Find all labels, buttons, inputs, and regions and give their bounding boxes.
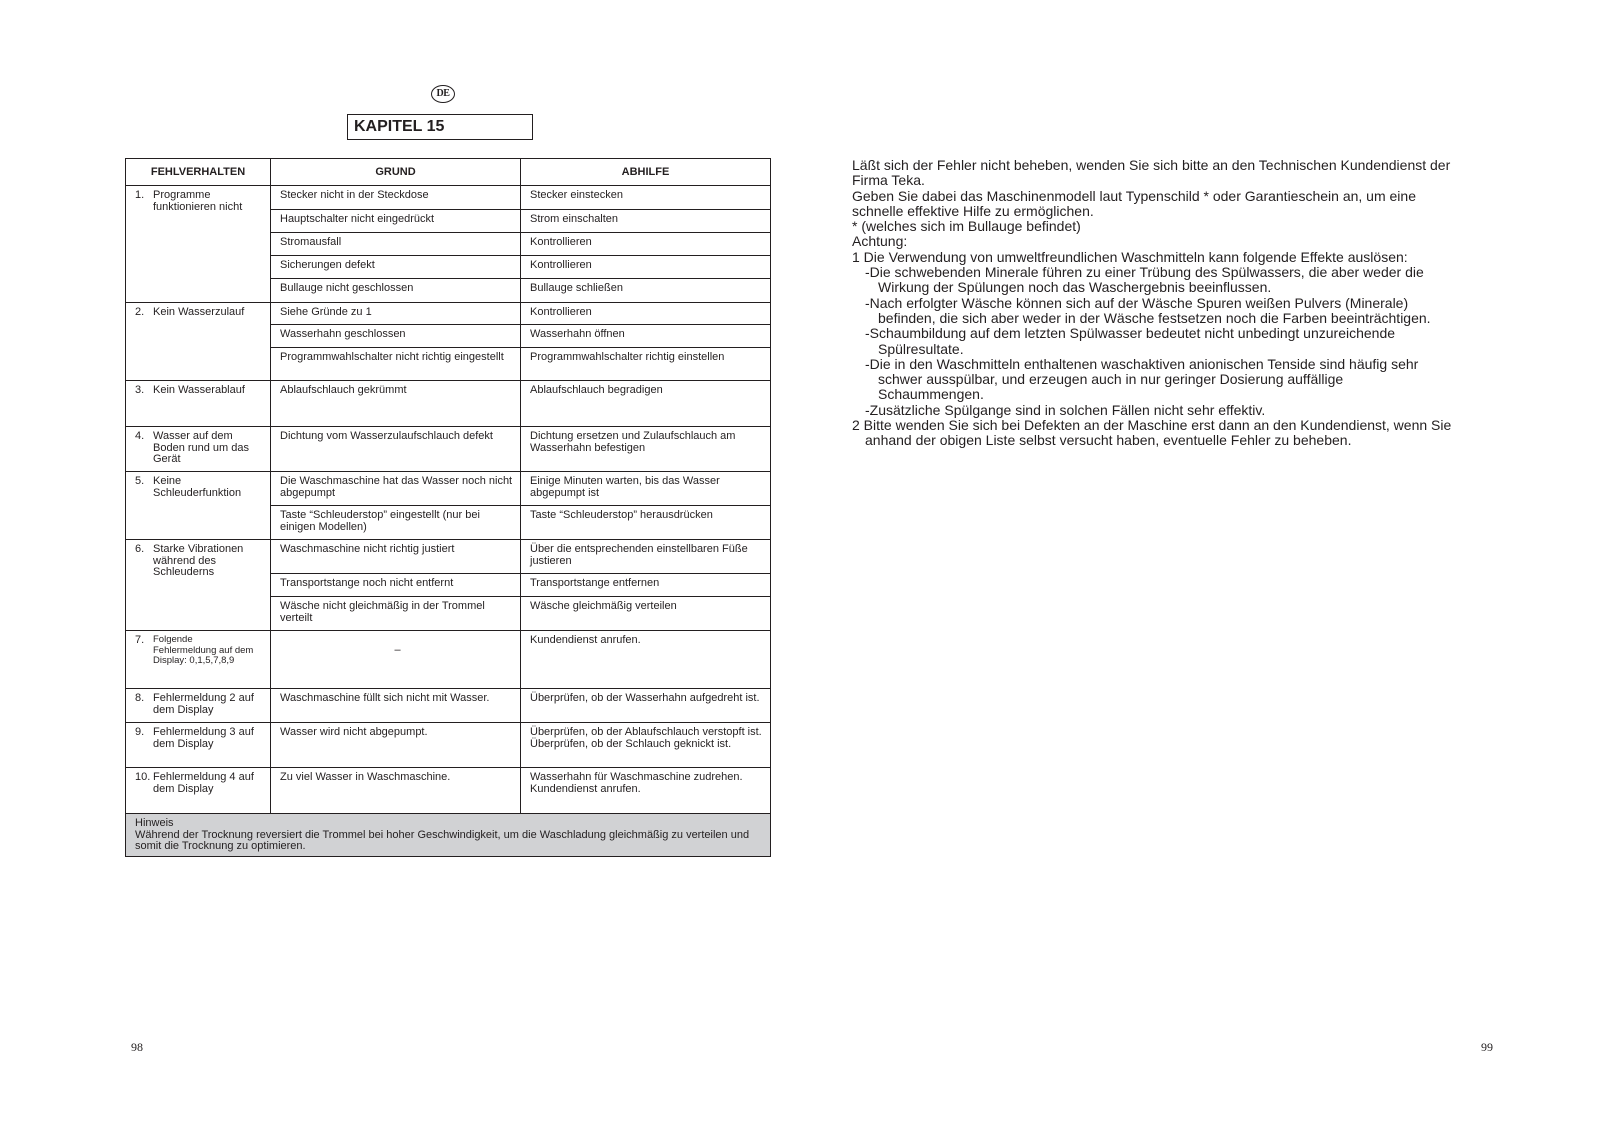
cause-cell: Stecker nicht in der Steckdose — [271, 186, 521, 210]
problem-cell — [126, 472, 271, 540]
remedy-cell: Wasserhahn öffnen — [521, 325, 771, 348]
footnote-paragraph: * (welches sich im Bullauge befindet) — [852, 218, 1081, 235]
remedy-cell: Stecker einstecken — [521, 186, 771, 210]
table-row — [126, 689, 771, 723]
problem-number: 7. — [135, 634, 145, 646]
note-text: Während der Trocknung reversiert die Trommel bei hoher Geschwindigkeit, um die Waschladung gleichmäßig zu verteilen und somit die Trocknung zu optimieren. — [135, 828, 750, 852]
page-number-right: 99 — [1481, 1040, 1493, 1054]
table-row — [126, 540, 771, 574]
list-item-1: 1 Die Verwendung von umweltfreundlichen Waschmitteln kann folgende Effekte auslösen: — [852, 248, 1408, 265]
problem-text: Wasser auf dem Boden rund um das Gerät — [153, 430, 250, 465]
table-row — [126, 427, 771, 472]
table-row — [126, 186, 771, 210]
header-remedy: ABHILFE — [521, 159, 771, 186]
problem-text: Keine Schleuderfunktion — [153, 475, 242, 499]
problem-number: 10. — [135, 771, 151, 783]
remedy-cell: Kontrollieren — [521, 233, 771, 256]
problem-cell — [126, 427, 271, 472]
remedy-cell: Wasserhahn für Waschmaschine zudrehen. Kundendienst anrufen. — [521, 768, 771, 814]
cause-cell: Zu viel Wasser in Waschmaschine. — [271, 768, 521, 814]
model-paragraph: Geben Sie dabei das Maschinenmodell laut Typenschild * oder Garantieschein an, um eine schnelle effektive Hilfe zu ermöglichen. — [852, 187, 1416, 219]
problem-cell — [126, 540, 271, 631]
cause-cell: Siehe Gründe zu 1 — [271, 303, 521, 325]
list-item-2: 2 Bitte wenden Sie sich bei Defekten an der Maschine erst dann an den Kundendienst, wenn Sie anhand der obigen Liste selbst versucht haben, eventuelle Fehler zu beheben. — [852, 417, 1452, 449]
service-paragraph: Läßt sich der Fehler nicht beheben, wenden Sie sich bitte an den Technischen Kundendienst der Firma Teka. — [852, 157, 1451, 189]
note-title: Hinweis — [135, 817, 174, 829]
cause-cell: Bullauge nicht geschlossen — [271, 279, 521, 303]
problem-text: Folgende Fehlermeldung auf dem Display: 0,1,5,7,8,9 — [153, 634, 254, 666]
remedy-cell: Kundendienst anrufen. — [521, 631, 771, 689]
attention-heading: Achtung: — [852, 233, 908, 250]
problem-cell — [126, 381, 271, 427]
cause-cell: Waschmaschine füllt sich nicht mit Wasser. — [271, 689, 521, 723]
header-cause: GRUND — [271, 159, 521, 186]
cause-cell: Transportstange noch nicht entfernt — [271, 574, 521, 597]
problem-number: 8. — [135, 692, 145, 704]
language-badge: DE — [431, 85, 455, 103]
remedy-cell: Programmwahlschalter richtig einstellen — [521, 348, 771, 381]
bullet-item: -Nach erfolgter Wäsche können sich auf der Wäsche Spuren weißen Pulvers (Minerale) befinden, die sich aber weder in der Wäsche festsetzen noch die Farben beeinträchtigen. — [865, 294, 1431, 326]
problem-cell — [126, 631, 271, 689]
cause-cell: Hauptschalter nicht eingedrückt — [271, 210, 521, 233]
remedy-cell: Überprüfen, ob der Ablaufschlauch verstopft ist. Überprüfen, ob der Schlauch geknickt ist. — [521, 723, 771, 768]
remedy-cell: Dichtung ersetzen und Zulaufschlauch am Wasserhahn befestigen — [521, 427, 771, 472]
problem-number: 1. — [135, 189, 145, 201]
remedy-cell: Kontrollieren — [521, 303, 771, 325]
troubleshooting-table — [125, 158, 771, 857]
remedy-cell: Ablaufschlauch begradigen — [521, 381, 771, 427]
remedy-cell: Bullauge schließen — [521, 279, 771, 303]
chapter-title: KAPITEL 15 — [347, 114, 533, 140]
cause-cell: Ablaufschlauch gekrümmt — [271, 381, 521, 427]
bullet-item: -Zusätzliche Spülgange sind in solchen Fällen nicht sehr effektiv. — [865, 401, 1266, 418]
bullet-item: -Die in den Waschmitteln enthaltenen waschaktiven anionischen Tenside sind häufig sehr schwer ausspülbar, und erzeugen auch in nur geringer Dosierung auffällige Schaummengen. — [865, 355, 1419, 403]
cause-cell: Dichtung vom Wasserzulaufschlauch defekt — [271, 427, 521, 472]
problem-text: Fehlermeldung 2 auf dem Display — [153, 692, 254, 716]
cause-cell: Wasserhahn geschlossen — [271, 325, 521, 348]
page-number-left: 98 — [131, 1040, 143, 1054]
problem-cell — [126, 303, 271, 381]
remedy-cell: Taste “Schleuderstop” herausdrücken — [521, 506, 771, 540]
problem-number: 9. — [135, 726, 145, 738]
problem-number: 2. — [135, 306, 145, 318]
cause-cell: Wäsche nicht gleichmäßig in der Trommel verteilt — [271, 597, 521, 631]
table-row — [126, 381, 771, 427]
table-header-row — [126, 159, 771, 186]
remedy-cell: Wäsche gleichmäßig verteilen — [521, 597, 771, 631]
problem-number: 3. — [135, 384, 145, 396]
cause-cell: Programmwahlschalter nicht richtig eingestellt — [271, 348, 521, 381]
cause-cell: Sicherungen defekt — [271, 256, 521, 279]
cause-cell: Die Waschmaschine hat das Wasser noch nicht abgepumpt — [271, 472, 521, 506]
problem-cell — [126, 768, 271, 814]
remedy-cell: Kontrollieren — [521, 256, 771, 279]
cause-cell: Waschmaschine nicht richtig justiert — [271, 540, 521, 574]
cause-cell: Taste “Schleuderstop” eingestellt (nur bei einigen Modellen) — [271, 506, 521, 540]
remedy-cell: Strom einschalten — [521, 210, 771, 233]
bullet-item: -Schaumbildung auf dem letzten Spülwasser bedeutet nicht unbedingt unzureichende Spülresultate. — [865, 325, 1396, 357]
remedy-cell: Über die entsprechenden einstellbaren Füße justieren — [521, 540, 771, 574]
remedy-cell: Überprüfen, ob der Wasserhahn aufgedreht ist. — [521, 689, 771, 723]
problem-text: Fehlermeldung 4 auf dem Display — [153, 771, 254, 795]
bullet-item: -Die schwebenden Minerale führen zu einer Trübung des Spülwassers, die aber weder die Wirkung der Spülungen noch das Waschergebnis beeinflussen. — [865, 264, 1424, 296]
table-row — [126, 723, 771, 768]
table-row — [126, 631, 771, 689]
problem-cell — [126, 723, 271, 768]
table-row — [126, 768, 771, 814]
cause-cell: – — [271, 631, 521, 689]
header-problem: FEHLVERHALTEN — [126, 159, 271, 186]
note-cell — [126, 814, 771, 857]
remedy-cell: Einige Minuten warten, bis das Wasser abgepumpt ist — [521, 472, 771, 506]
remedy-cell: Transportstange entfernen — [521, 574, 771, 597]
problem-cell — [126, 186, 271, 303]
problem-text: Starke Vibrationen während des Schleuderns — [153, 543, 244, 578]
problem-text: Programme funktionieren nicht — [153, 189, 243, 213]
problem-number: 6. — [135, 543, 145, 555]
problem-text: Kein Wasserzulauf — [153, 306, 245, 318]
cause-cell: Wasser wird nicht abgepumpt. — [271, 723, 521, 768]
right-page-text — [852, 158, 1452, 449]
table-row — [126, 472, 771, 506]
problem-number: 5. — [135, 475, 145, 487]
problem-cell — [126, 689, 271, 723]
cause-cell: Stromausfall — [271, 233, 521, 256]
problem-number: 4. — [135, 430, 145, 442]
problem-text: Fehlermeldung 3 auf dem Display — [153, 726, 254, 750]
table-row — [126, 303, 771, 325]
note-row — [126, 814, 771, 857]
problem-text: Kein Wasserablauf — [153, 384, 245, 396]
